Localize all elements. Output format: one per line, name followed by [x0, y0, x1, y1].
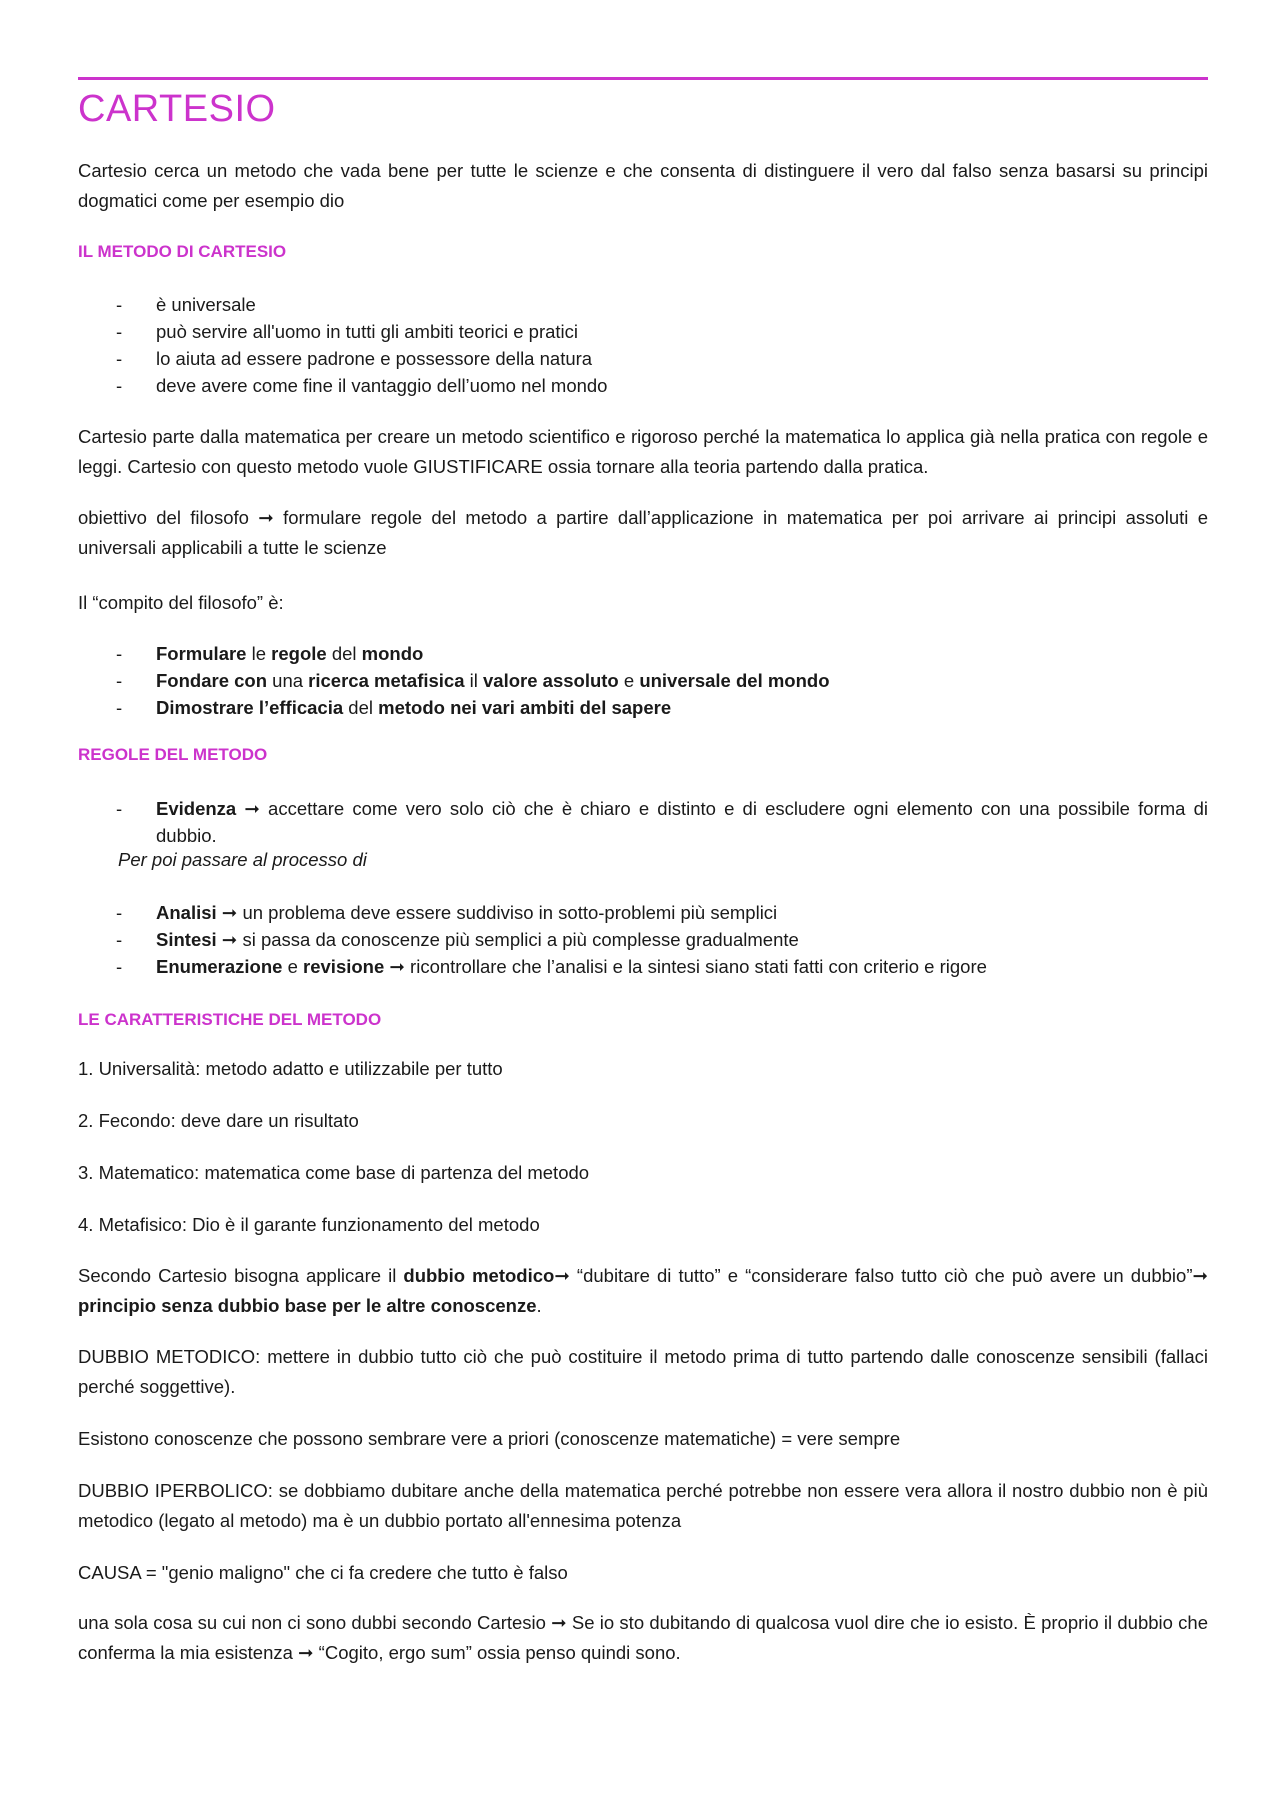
rules-list [116, 899, 1208, 980]
feature-item: 1. Universalità: metodo adatto e utilizzabile per tutto [78, 1058, 503, 1079]
title-rule [78, 77, 1208, 80]
section-heading-regole: REGOLE DEL METODO [78, 745, 268, 764]
list-item: - è universale [116, 294, 256, 315]
feature-item: 2. Fecondo: deve dare un risultato [78, 1110, 359, 1131]
paragraph-compito: Il “compito del filosofo” è: [78, 592, 284, 613]
process-note: Per poi passare al processo di [118, 849, 367, 870]
list-item: - Analisi ➞ un problema deve essere suddiviso in sotto-problemi più semplici [116, 902, 778, 923]
list-item: - Enumerazione e revisione ➞ ricontrollare che l’analisi e la sintesi siano stati fatti con criterio e rigore [116, 956, 987, 977]
page-title: CARTESIO [78, 88, 276, 130]
section-heading-metodo: IL METODO DI CARTESIO [78, 242, 287, 261]
paragraph-matematica: Cartesio parte dalla matematica per creare un metodo scientifico e rigoroso perché la matematica lo applica già nella pratica con regole e leggi. Cartesio con questo metodo vuole GIUSTIFICARE ossia tornare alla teoria partendo dalla pratica. [78, 426, 1208, 477]
list-item: - Formulare le regole del mondo [116, 643, 424, 664]
tasks-list [116, 640, 1208, 721]
list-item: - può servire all'uomo in tutti gli ambiti teorici e pratici [116, 321, 579, 342]
list-item: - Dimostrare l’efficacia del metodo nei vari ambiti del sapere [116, 697, 672, 718]
paragraph-dubbio: Secondo Cartesio bisogna applicare il dubbio metodico➞ “dubitare di tutto” e “considerare falso tutto ciò che può avere un dubbio”➞ principio senza dubbio base per le altre conoscenze. [78, 1265, 1208, 1316]
list-item: - deve avere come fine il vantaggio dell’uomo nel mondo [116, 375, 608, 396]
list-item: - Sintesi ➞ si passa da conoscenze più semplici a più complesse gradualmente [116, 929, 799, 950]
intro-paragraph: Cartesio cerca un metodo che vada bene per tutte le scienze e che consenta di distinguere il vero dal falso senza basarsi su principi dogmatici come per esempio dio [78, 160, 1208, 211]
feature-item: 3. Matematico: matematica come base di partenza del metodo [78, 1162, 590, 1183]
list-item: - lo aiuta ad essere padrone e possessore della natura [116, 348, 593, 369]
list-item: - Evidenza ➞ accettare come vero solo ciò che è chiaro e distinto e di escludere ogni elemento con una possibile forma di dubbio. [116, 798, 1208, 846]
section-heading-caratteristiche: LE CARATTERISTICHE DEL METODO [78, 1010, 382, 1029]
evidenza-list [116, 795, 1208, 849]
paragraph-dubbio-metodico: DUBBIO METODICO: mettere in dubbio tutto ciò che può costituire il metodo prima di tutto partendo dalle conoscenze sensibili (fallaci perché soggettive). [78, 1346, 1208, 1397]
feature-item: 4. Metafisico: Dio è il garante funzionamento del metodo [78, 1214, 540, 1235]
list-item: - Fondare con una ricerca metafisica il valore assoluto e universale del mondo [116, 670, 830, 691]
paragraph-causa: CAUSA = "genio maligno" che ci fa credere che tutto è falso [78, 1562, 568, 1583]
paragraph-dubbio-iperbolico: DUBBIO IPERBOLICO: se dobbiamo dubitare anche della matematica perché potrebbe non essere vera allora il nostro dubbio non è più metodico (legato al metodo) ma è un dubbio portato all'ennesima potenza [78, 1480, 1208, 1531]
paragraph-esistono: Esistono conoscenze che possono sembrare vere a priori (conoscenze matematiche) = vere sempre [78, 1428, 901, 1449]
paragraph-obiettivo: obiettivo del filosofo ➞ formulare regole del metodo a partire dall’applicazione in matematica per poi arrivare ai principi assoluti e universali applicabili a tutte le scienze [78, 507, 1208, 558]
method-list [116, 291, 1208, 399]
paragraph-cogito: una sola cosa su cui non ci sono dubbi secondo Cartesio ➞ Se io sto dubitando di qualcosa vuol dire che io esisto. È proprio il dubbio che conferma la mia esistenza ➞ “Cogito, ergo sum” ossia penso quindi sono. [78, 1612, 1208, 1663]
